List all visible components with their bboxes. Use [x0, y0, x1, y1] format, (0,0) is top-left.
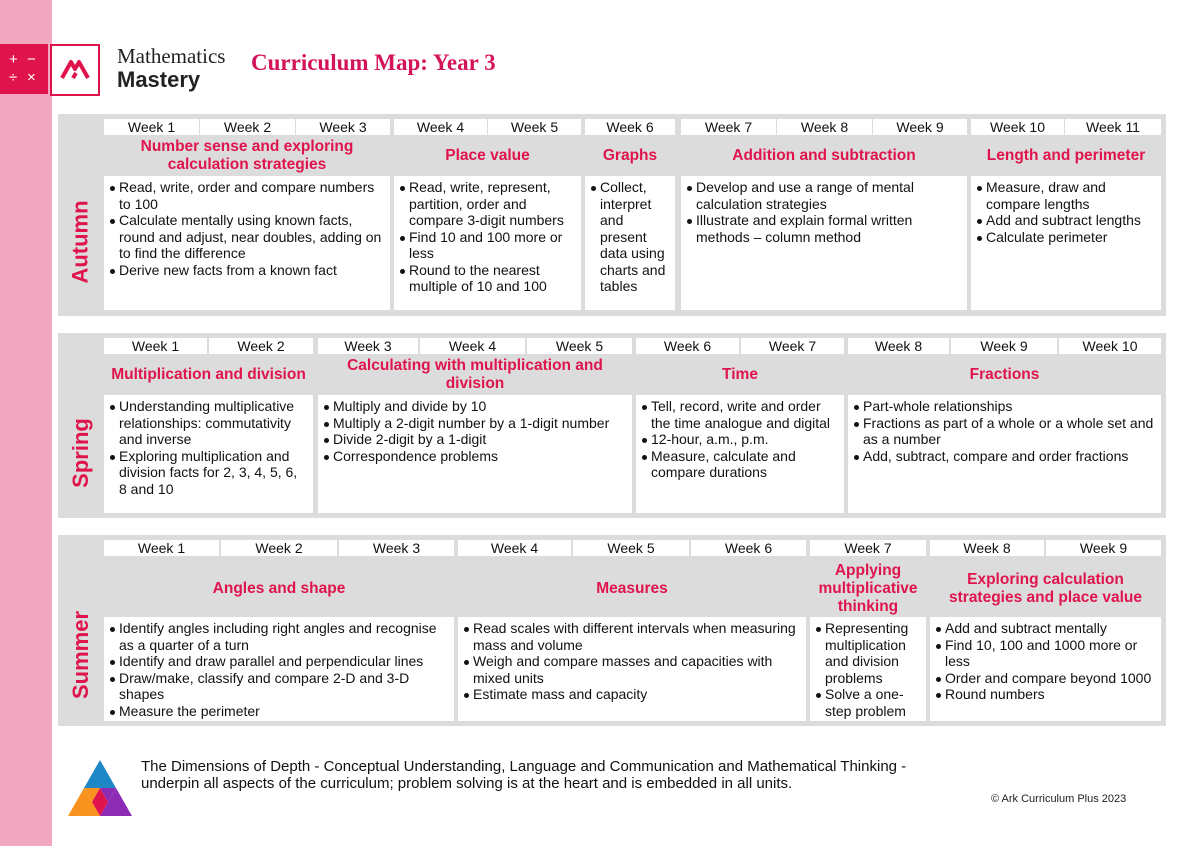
unit-title: Multiplication and division — [111, 366, 306, 383]
unit-title: Calculating with multiplication and division — [347, 357, 603, 392]
list-item: Correspondence problems — [324, 448, 626, 465]
list-item: Find 10, 100 and 1000 more or less — [936, 637, 1155, 670]
week-header: Week 7 — [810, 540, 926, 556]
term-spring — [58, 333, 1166, 518]
list-item: Order and compare beyond 1000 — [936, 670, 1155, 687]
page-title: Curriculum Map: Year 3 — [251, 50, 496, 75]
list-item: 12-hour, a.m., p.m. — [642, 431, 838, 448]
week-header: Week 3 — [318, 338, 418, 354]
week-header: Week 9 — [1046, 540, 1161, 556]
week-header: Week 3 — [339, 540, 454, 556]
week-header: Week 4 — [458, 540, 571, 556]
list-item: Identify and draw parallel and perpendicular lines — [110, 653, 448, 670]
list-item: Fractions as part of a whole or a whole set and as a number — [854, 415, 1155, 448]
week-header: Week 9 — [951, 338, 1057, 354]
term-label-summer: Summer — [68, 610, 94, 700]
week-header: Week 6 — [585, 119, 675, 135]
unit-content — [810, 617, 926, 721]
list-item: Calculate mentally using known facts, round and adjust, near doubles, adding on to find the difference — [110, 212, 384, 262]
unit-content — [394, 176, 581, 310]
list-item: Illustrate and explain formal written methods – column method — [687, 212, 961, 245]
week-header: Week 1 — [104, 119, 199, 135]
multiply-icon: × — [27, 69, 36, 86]
week-header: Week 8 — [930, 540, 1044, 556]
unit-content — [585, 176, 675, 310]
term-autumn — [58, 114, 1166, 316]
term-label-autumn: Autumn — [68, 199, 93, 284]
list-item: Round to the nearest multiple of 10 and 100 — [400, 262, 575, 295]
unit-title: Exploring calculation strategies and place value — [949, 571, 1142, 606]
list-item: Draw/make, classify and compare 2-D and 3-D shapes — [110, 670, 448, 703]
list-item: Tell, record, write and order the time analogue and digital — [642, 398, 838, 431]
week-header: Week 3 — [296, 119, 390, 135]
list-item: Find 10 and 100 more or less — [400, 229, 575, 262]
unit-content — [636, 395, 844, 513]
unit-title: Angles and shape — [212, 580, 346, 597]
unit-title: Fractions — [969, 366, 1040, 383]
week-header: Week 7 — [741, 338, 844, 354]
list-item: Exploring multiplication and division facts for 2, 3, 4, 5, 6, 8 and 10 — [110, 448, 307, 498]
maths-operations-logo — [0, 44, 48, 94]
brand-line-1: Mathematics — [117, 44, 226, 68]
unit-title: Addition and subtraction — [732, 147, 916, 164]
copyright: © Ark Curriculum Plus 2023 — [991, 793, 1127, 805]
list-item: Measure, calculate and compare durations — [642, 448, 838, 481]
week-header: Week 2 — [221, 540, 337, 556]
list-item: Divide 2-digit by a 1-digit — [324, 431, 626, 448]
term-label-spring: Spring — [68, 418, 94, 488]
week-header: Week 11 — [1065, 119, 1161, 135]
list-item: Part-whole relationships — [854, 398, 1155, 415]
unit-content — [458, 617, 806, 721]
list-item: Weigh and compare masses and capacities with mixed units — [464, 653, 800, 686]
list-item: Read, write, order and compare numbers to 100 — [110, 179, 384, 212]
week-header: Week 6 — [636, 338, 739, 354]
dimensions-of-depth-triangle-icon — [66, 759, 134, 822]
sidebar-stripe — [0, 0, 52, 846]
week-header: Week 8 — [777, 119, 872, 135]
list-item: Collect, interpret and present data using charts and tables — [591, 179, 669, 295]
list-item: Add and subtract lengths — [977, 212, 1155, 229]
unit-content — [318, 395, 632, 513]
term-summer — [58, 535, 1166, 726]
mastery-chevron-icon — [50, 44, 100, 96]
unit-title: Graphs — [602, 147, 658, 164]
list-item: Derive new facts from a known fact — [110, 262, 384, 279]
list-item: Develop and use a range of mental calculation strategies — [687, 179, 961, 212]
unit-content — [848, 395, 1161, 513]
unit-title: Number sense and exploring calculation strategies — [140, 138, 354, 173]
unit-content — [104, 395, 313, 513]
week-header: Week 1 — [104, 540, 219, 556]
unit-content — [104, 617, 454, 721]
unit-title: Length and perimeter — [986, 147, 1146, 164]
week-header: Week 6 — [691, 540, 806, 556]
minus-icon: − — [27, 51, 36, 68]
unit-content — [104, 176, 390, 310]
list-item: Understanding multiplicative relationships: commutativity and inverse — [110, 398, 307, 448]
unit-content — [681, 176, 967, 310]
unit-title: Applying multiplicative thinking — [818, 562, 918, 615]
week-header: Week 9 — [873, 119, 967, 135]
list-item: Multiply and divide by 10 — [324, 398, 626, 415]
list-item: Read scales with different intervals when measuring mass and volume — [464, 620, 800, 653]
unit-content — [930, 617, 1161, 721]
list-item: Representing multiplication and division problems — [816, 620, 920, 686]
unit-title: Place value — [445, 147, 530, 164]
week-header: Week 2 — [209, 338, 313, 354]
list-item: Multiply a 2-digit number by a 1-digit number — [324, 415, 626, 432]
list-item: Add and subtract mentally — [936, 620, 1155, 637]
list-item: Identify angles including right angles and recognise as a quarter of a turn — [110, 620, 448, 653]
week-header: Week 10 — [971, 119, 1064, 135]
list-item: Calculate perimeter — [977, 229, 1155, 246]
list-item: Estimate mass and capacity — [464, 686, 800, 703]
week-header: Week 4 — [420, 338, 525, 354]
list-item: Measure, draw and compare lengths — [977, 179, 1155, 212]
unit-title: Time — [722, 366, 758, 383]
list-item: Solve a one-step problem — [816, 686, 920, 719]
list-item: Add, subtract, compare and order fractions — [854, 448, 1155, 465]
week-header: Week 5 — [488, 119, 581, 135]
week-header: Week 5 — [573, 540, 689, 556]
brand-name — [117, 45, 225, 91]
brand-line-2: Mastery — [117, 67, 201, 92]
plus-icon: + — [9, 51, 18, 68]
unit-content — [971, 176, 1161, 310]
list-item: Round numbers — [936, 686, 1155, 703]
week-header: Week 4 — [394, 119, 487, 135]
list-item: Measure the perimeter — [110, 703, 448, 720]
week-header: Week 5 — [527, 338, 632, 354]
week-header: Week 2 — [200, 119, 295, 135]
week-header: Week 7 — [681, 119, 776, 135]
divide-icon: ÷ — [9, 69, 18, 86]
week-header: Week 8 — [848, 338, 949, 354]
week-header: Week 1 — [104, 338, 207, 354]
footer-text: The Dimensions of Depth - Conceptual Understanding, Language and Communication and Mathematical Thinking - underpin all aspects of the curriculum; problem solving is at the heart and is embedded in all units. — [141, 758, 907, 792]
unit-title: Measures — [596, 580, 668, 597]
week-header: Week 10 — [1059, 338, 1161, 354]
list-item: Read, write, represent, partition, order and compare 3-digit numbers — [400, 179, 575, 229]
